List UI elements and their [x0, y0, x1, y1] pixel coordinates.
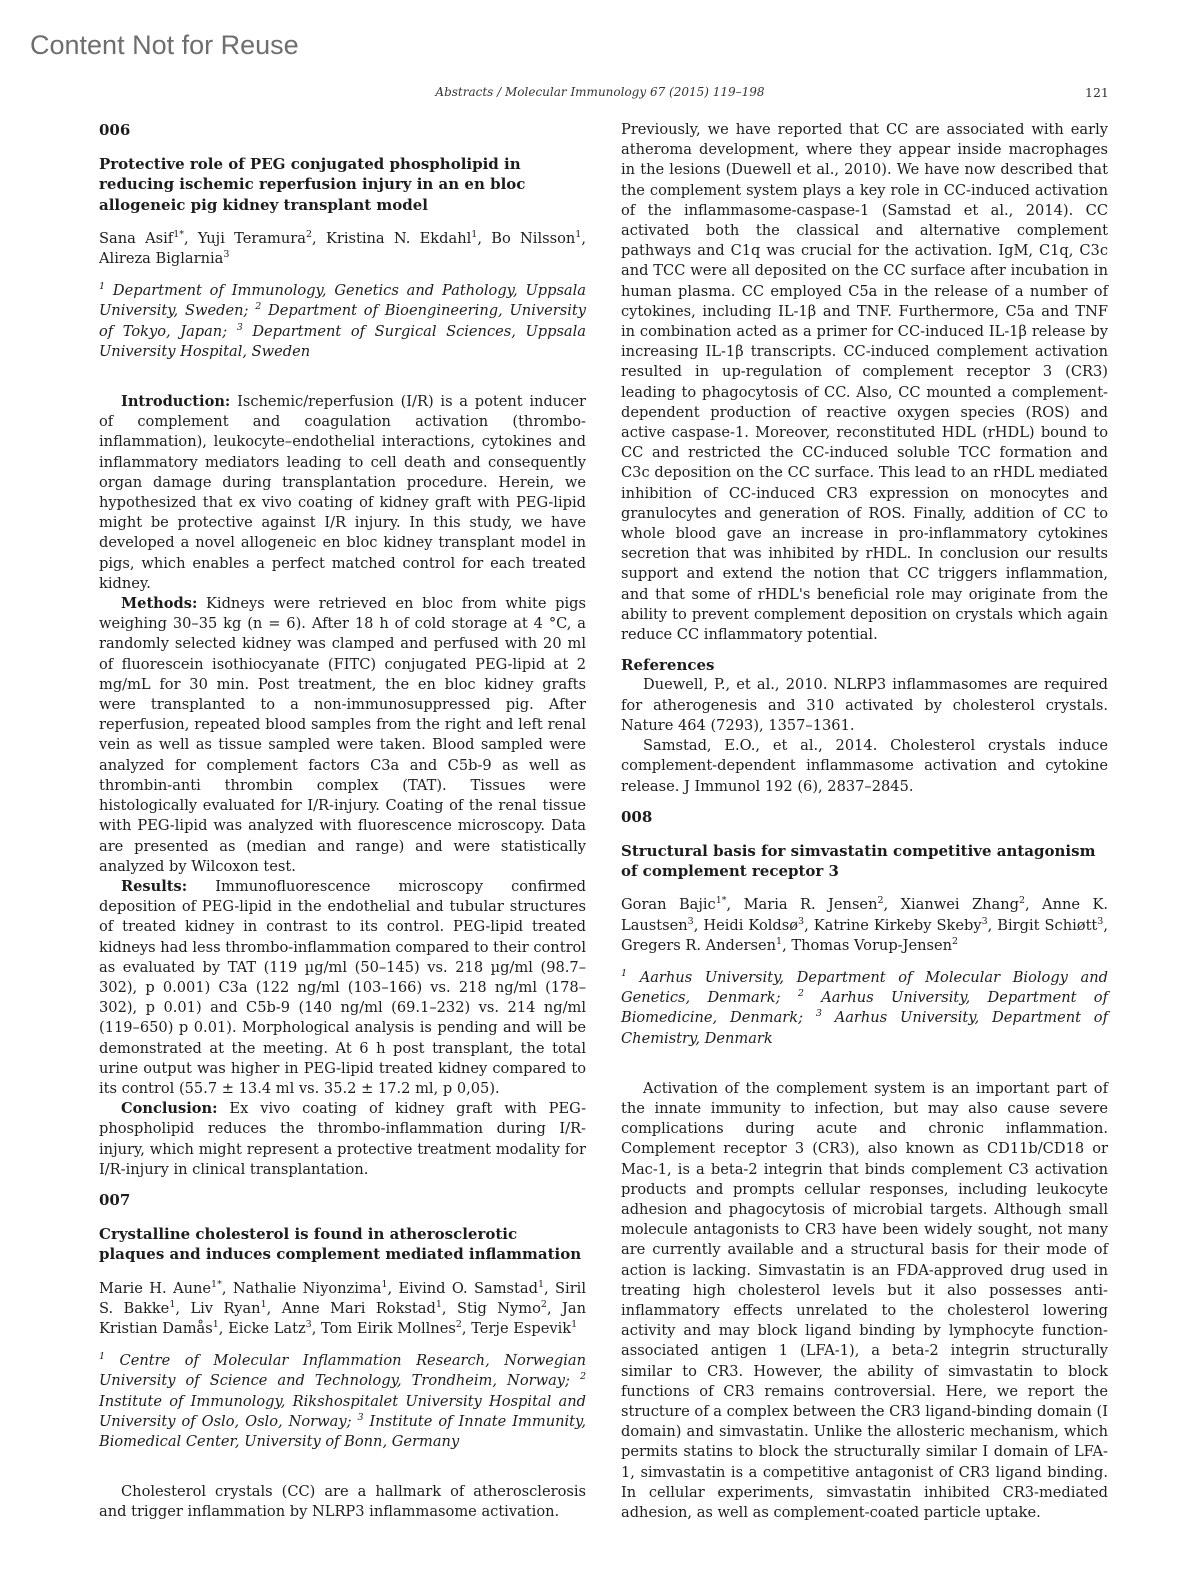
- author-separator: ,: [387, 1279, 399, 1297]
- author-affiliation-mark: 1: [776, 935, 783, 947]
- abstract-006-title: Protective role of PEG conjugated phospholipid in reducing ischemic reperfusion injury in an en bloc allogeneic pig kidney transplant model: [99, 155, 526, 214]
- author-affiliation-mark: 3: [223, 249, 230, 261]
- author-name: Thomas Vorup-Jensen: [791, 936, 953, 954]
- affiliation-text: Institute of Immunology, Rikshospitalet University Hospital and University of Oslo, Oslo, Norway;: [99, 1392, 586, 1430]
- author-name: Eicke Latz: [228, 1319, 306, 1337]
- running-head: Abstracts / Molecular Immunology 67 (2015) 119–198: [435, 85, 765, 99]
- author-separator: ,: [312, 229, 326, 247]
- author-affiliation-mark: 2: [952, 935, 959, 947]
- author-separator: ,: [544, 1279, 556, 1297]
- author-name: Gregers R. Andersen: [621, 936, 777, 954]
- author-name: Siril S. Bakke: [99, 1279, 587, 1317]
- author-affiliation-mark: 2: [877, 895, 884, 907]
- affiliation-mark: 2: [797, 988, 804, 1000]
- author-separator: ,: [477, 229, 492, 247]
- author-name: Kristina N. Ekdahl: [325, 229, 472, 247]
- author-separator: ,: [311, 1319, 321, 1337]
- abstract-007-title: Crystalline cholesterol is found in atherosclerotic plaques and induces complement mediated inflammation: [99, 1225, 582, 1264]
- abstract-008-authors: [621, 895, 1108, 956]
- author-affiliation-mark: 1*: [715, 895, 727, 907]
- author-affiliation-mark: 1: [381, 1278, 388, 1290]
- results-label: Results:: [121, 877, 188, 895]
- author-name: Marie H. Aune: [99, 1279, 212, 1297]
- methods-label: Methods:: [121, 595, 198, 613]
- affiliation-mark: 3: [236, 321, 243, 333]
- author-affiliation-mark: 1: [169, 1298, 176, 1310]
- author-affiliation-mark: 1: [471, 228, 478, 240]
- author-affiliation-mark: 3: [981, 915, 988, 927]
- introduction-label: Introduction:: [121, 393, 231, 411]
- author-separator: ,: [693, 916, 704, 934]
- affiliation-text: Department of Bioengineering, University of Tokyo, Japan;: [99, 302, 586, 340]
- author-affiliation-mark: 1: [537, 1278, 544, 1290]
- author-separator: ,: [266, 1299, 282, 1317]
- introduction-text: Ischemic/reperfusion (I/R) is a potent inducer of complement and coagulation activation (thrombo-inflammation), leukocyte–endothelial interactions, cytokines and inflammatory mediators leading to cell death and consequently organ damage during transplantation procedure. Herein, we hypothesized that ex vivo coating of kidney graft with PEG-lipid might be protective against I/R injury. In this study, we have developed a novel allogeneic en bloc kidney transplant model in pigs, which enables a perfect matched control for each treated kidney.: [99, 393, 586, 592]
- author-separator: ,: [883, 896, 901, 914]
- author-separator: ,: [175, 1299, 191, 1317]
- author-separator: ,: [1103, 916, 1108, 934]
- affiliation-mark: 2: [579, 1371, 586, 1383]
- abstract-008-title: Structural basis for simvastatin competitive antagonism of complement receptor 3: [621, 841, 1096, 881]
- author-affiliation-mark: 1: [571, 1319, 578, 1331]
- abstract-006-methods: [99, 594, 586, 877]
- left-column: [99, 120, 586, 1523]
- abstract-007-body-start: Cholesterol crystals (CC) are a hallmark of atherosclerosis and trigger inflammation by NLRP3 inflammasome activation.: [99, 1483, 586, 1521]
- author-name: Birgit Schiøtt: [997, 916, 1098, 934]
- author-name: Maria R. Jensen: [743, 896, 878, 914]
- page-number: 121: [1085, 85, 1109, 100]
- author-affiliation-mark: 1: [435, 1298, 442, 1310]
- abstract-006-authors: [99, 229, 586, 269]
- author-name: Tom Eirik Mollnes: [320, 1319, 456, 1337]
- conclusion-text: Ex vivo coating of kidney graft with PEG-phospholipid reduces the thrombo-inflammation during I/R-injury, which might represent a protective treatment modality for I/R-injury in clinical transplantation.: [99, 1100, 586, 1178]
- author-name: Bo Nilsson: [491, 229, 576, 247]
- author-affiliation-mark: 3: [798, 915, 805, 927]
- abstract-008-id: 008: [621, 807, 653, 826]
- affiliation-mark: 1: [99, 1351, 106, 1363]
- abstract-006-results: [99, 877, 586, 1099]
- abstract-007-affiliations: [99, 1351, 586, 1452]
- author-separator: ,: [183, 229, 198, 247]
- author-affiliation-mark: 1*: [173, 228, 184, 240]
- author-separator: ,: [581, 229, 586, 247]
- author-name: Terje Espevik: [471, 1319, 572, 1337]
- affiliation-mark: 1: [99, 281, 106, 293]
- abstract-006-introduction: [99, 392, 586, 594]
- author-separator: ,: [546, 1299, 563, 1317]
- reference-item: Duewell, P., et al., 2010. NLRP3 inflammasomes are required for atherogenesis and 310 activated by cholesterol crystals. Nature 464 (7293), 1357–1361.: [621, 676, 1108, 734]
- abstract-006-affiliations: [99, 281, 586, 362]
- abstract-007-authors: [99, 1279, 586, 1340]
- author-name: Heidi Koldsø: [703, 916, 799, 934]
- reference-item: Samstad, E.O., et al., 2014. Cholesterol crystals induce complement-dependent inflammasome activation and cytokine release. J Immunol 192 (6), 2837–2845.: [621, 737, 1108, 795]
- author-affiliation-mark: 2: [305, 228, 313, 240]
- affiliation-mark: 2: [255, 301, 262, 313]
- watermark: Content Not for Reuse: [30, 30, 299, 60]
- author-affiliation-mark: 1: [212, 1319, 219, 1331]
- right-column: [621, 120, 1108, 1523]
- author-separator: ,: [221, 1279, 233, 1297]
- author-name: Stig Nymo: [456, 1299, 541, 1317]
- affiliation-mark: 3: [815, 1008, 822, 1020]
- author-separator: ,: [782, 936, 792, 954]
- abstract-007-id: 007: [99, 1190, 131, 1209]
- results-text: Immunofluorescence microscopy confirmed deposition of PEG-lipid in the endothelial and tubular structures of treated kidney in contrast to its control. PEG-lipid treated kidneys had less thrombo-inflammation compared to their control as evaluated by TAT (119 µg/ml (50–145) vs. 218 µg/ml (98.7–302), p 0.001) C3a (122 ng/ml (103–166) vs. 218 ng/ml (178–302), p 0.01) and C5b-9 (140 ng/ml (69.1–232) vs. 214 ng/ml (119–650) p 0.01). Morphological analysis is pending and will be demonstrated at the meeting. At 6 h post transplant, the total urine output was higher in PEG-lipid treated kidney compared to its control (55.7 ± 13.4 ml vs. 35.2 ± 17.2 ml, p 0,05).: [99, 877, 586, 1097]
- affiliation-text: Department of Surgical Sciences, Uppsala University Hospital, Sweden: [99, 322, 586, 360]
- author-affiliation-mark: 2: [455, 1319, 462, 1331]
- author-name: Katrine Kirkeby Skeby: [813, 916, 982, 934]
- abstract-007-body-continued: Previously, we have reported that CC are associated with early atheroma development, where they appear inside macrophages in the lesions (Duewell et al., 2010). We have now described that the complement system plays a key role in CC-induced activation of the inflammasome-caspase-1 (Samstad et al., 2014). CC activated both the classical and alternative complement pathways and C1q was crucial for the activation. IgM, C1q, C3c and TCC were all deposited on the CC surface after incubation in human plasma. CC employed C5a in the release of a number of cytokines, including IL-1β and TNF. Furthermore, C5a and TNF in combination acted as a primer for CC-induced IL-1β release by increasing IL-1β transcripts. CC-induced complement activation resulted in up-regulation of complement receptor 3 (CR3) leading to phagocytosis of CC. Also, CC mounted a complement-dependent production of reactive oxygen species (ROS) and active caspase-1. Moreover, reconstituted HDL (rHDL) bound to CC and restricted the CC-induced soluble TCC formation and C3c deposition on the CC surface. This lead to an rHDL mediated inhibition of CC-induced CR3 expression on monocytes and granulocytes and generation of ROS. Finally, addition of CC to whole blood gave an increase in pro-inflammatory cytokines secretion that was inhibited by rHDL. In conclusion our results support and extend the notion that CC triggers inflammation, and that some of rHDL's beneficial role may originate from the ability to prevent complement deposition on crystals which again reduce CC inflammatory potential.: [621, 121, 1108, 644]
- author-affiliation-mark: 1*: [211, 1278, 222, 1290]
- affiliation-mark: 3: [357, 1411, 364, 1423]
- author-name: Sana Asif: [99, 229, 174, 247]
- author-name: Jan Kristian Damås: [99, 1299, 586, 1337]
- author-affiliation-mark: 1: [575, 228, 582, 240]
- affiliation-text: Aarhus University, Department of Molecular Biology and Genetics, Denmark;: [621, 968, 1108, 1007]
- author-name: Liv Ryan: [190, 1299, 261, 1317]
- conclusion-label: Conclusion:: [121, 1100, 218, 1118]
- affiliation-text: Aarhus University, Department of Biomedicine, Denmark;: [621, 989, 1108, 1027]
- methods-text: Kidneys were retrieved en bloc from white pigs weighing 30–35 kg (n = 6). After 18 h of cold storage at 4 °C, a randomly selected kidney was clamped and perfused with 20 ml of fluorescein isothiocyanate (FITC) conjugated PEG-lipid at 2 mg/mL for 30 min. Post treatment, the en bloc kidney grafts were transplanted to a non-immunosuppressed pig. After reperfusion, repeated blood samples from the right and left renal vein as well as tissue sampled were taken. Blood sampled were analyzed for complement factors C3a and C5b-9 as well as thrombin-anti thrombin complex (TAT). Tissues were histologically evaluated for I/R-injury. Coating of the renal tissue with PEG-lipid was analyzed with fluorescence microscopy. Data are presented as (median and range) and were statistically analyzed by Wilcoxon test.: [99, 595, 586, 875]
- author-name: Goran Bajic: [621, 896, 716, 914]
- author-name: Xianwei Zhang: [900, 896, 1019, 914]
- author-name: Nathalie Niyonzima: [232, 1279, 382, 1297]
- author-name: Anne K. Laustsen: [621, 896, 1108, 934]
- author-separator: ,: [726, 896, 744, 914]
- abstract-008-affiliations: [621, 968, 1108, 1049]
- author-affiliation-mark: 3: [305, 1319, 312, 1331]
- author-name: Alireza Biglarnia: [99, 250, 224, 268]
- author-affiliation-mark: 2: [540, 1298, 547, 1310]
- author-separator: ,: [218, 1319, 229, 1337]
- affiliation-text: Centre of Molecular Inflammation Research, Norwegian University of Science and Technology, Trondheim, Norway;: [99, 1352, 586, 1390]
- author-affiliation-mark: 3: [1097, 915, 1104, 927]
- author-separator: ,: [987, 916, 998, 934]
- abstract-008-body: Activation of the complement system is an important part of the innate immunity to infection, but may also cause severe complications during acute and chronic inflammation. Complement receptor 3 (CR3), also known as CD11b/CD18 or Mac-1, is a beta-2 integrin that binds complement C3 activation products and prompts cellular responses, including leukocyte adhesion and phagocytosis of microbial targets. Although small molecule antagonists to CR3 have been widely sought, not many are currently available and a structural basis for their mode of action is lacking. Simvastatin is an FDA-approved drug used in treating high cholesterol levels but it also possesses anti-inflammatory effects unrelated to the cholesterol lowering activity and may block ligand binding by lymphocyte function-associated antigen 1 (LFA-1), a beta-2 integrin structurally similar to CR3. However, the ability of simvastatin to block functions of CR3 remains controversial. Here, we report the structure of a complex between the CR3 ligand-binding domain (I domain) and simvastatin. Unlike the allosteric mechanism, which permits statins to block the structurally similar I domain of LFA-1, simvastatin is a competitive antagonist of CR3 ligand binding. In cellular experiments, simvastatin inhibited CR3-mediated adhesion, as well as complement-coated particle uptake.: [621, 1079, 1108, 1521]
- author-separator: ,: [804, 916, 814, 934]
- abstract-006-conclusion: [99, 1099, 586, 1180]
- author-separator: ,: [461, 1319, 472, 1337]
- abstract-006-id: 006: [99, 121, 131, 139]
- author-name: Eivind O. Samstad: [398, 1279, 538, 1297]
- author-separator: ,: [1024, 896, 1043, 914]
- author-separator: ,: [441, 1299, 457, 1317]
- affiliation-text: Department of Immunology, Genetics and Pathology, Uppsala University, Sweden;: [99, 282, 586, 320]
- affiliation-text: Institute of Innate Immunity, Biomedical Center, University of Bonn, Germany: [99, 1412, 586, 1450]
- author-affiliation-mark: 2: [1018, 895, 1025, 907]
- author-affiliation-mark: 1: [260, 1298, 267, 1310]
- affiliation-text: Aarhus University, Department of Chemistry, Denmark: [621, 1009, 1108, 1047]
- author-name: Yuji Teramura: [197, 229, 306, 247]
- references-heading: References: [621, 656, 715, 675]
- author-affiliation-mark: 3: [687, 915, 694, 927]
- author-name: Anne Mari Rokstad: [281, 1299, 436, 1317]
- affiliation-mark: 1: [621, 968, 628, 980]
